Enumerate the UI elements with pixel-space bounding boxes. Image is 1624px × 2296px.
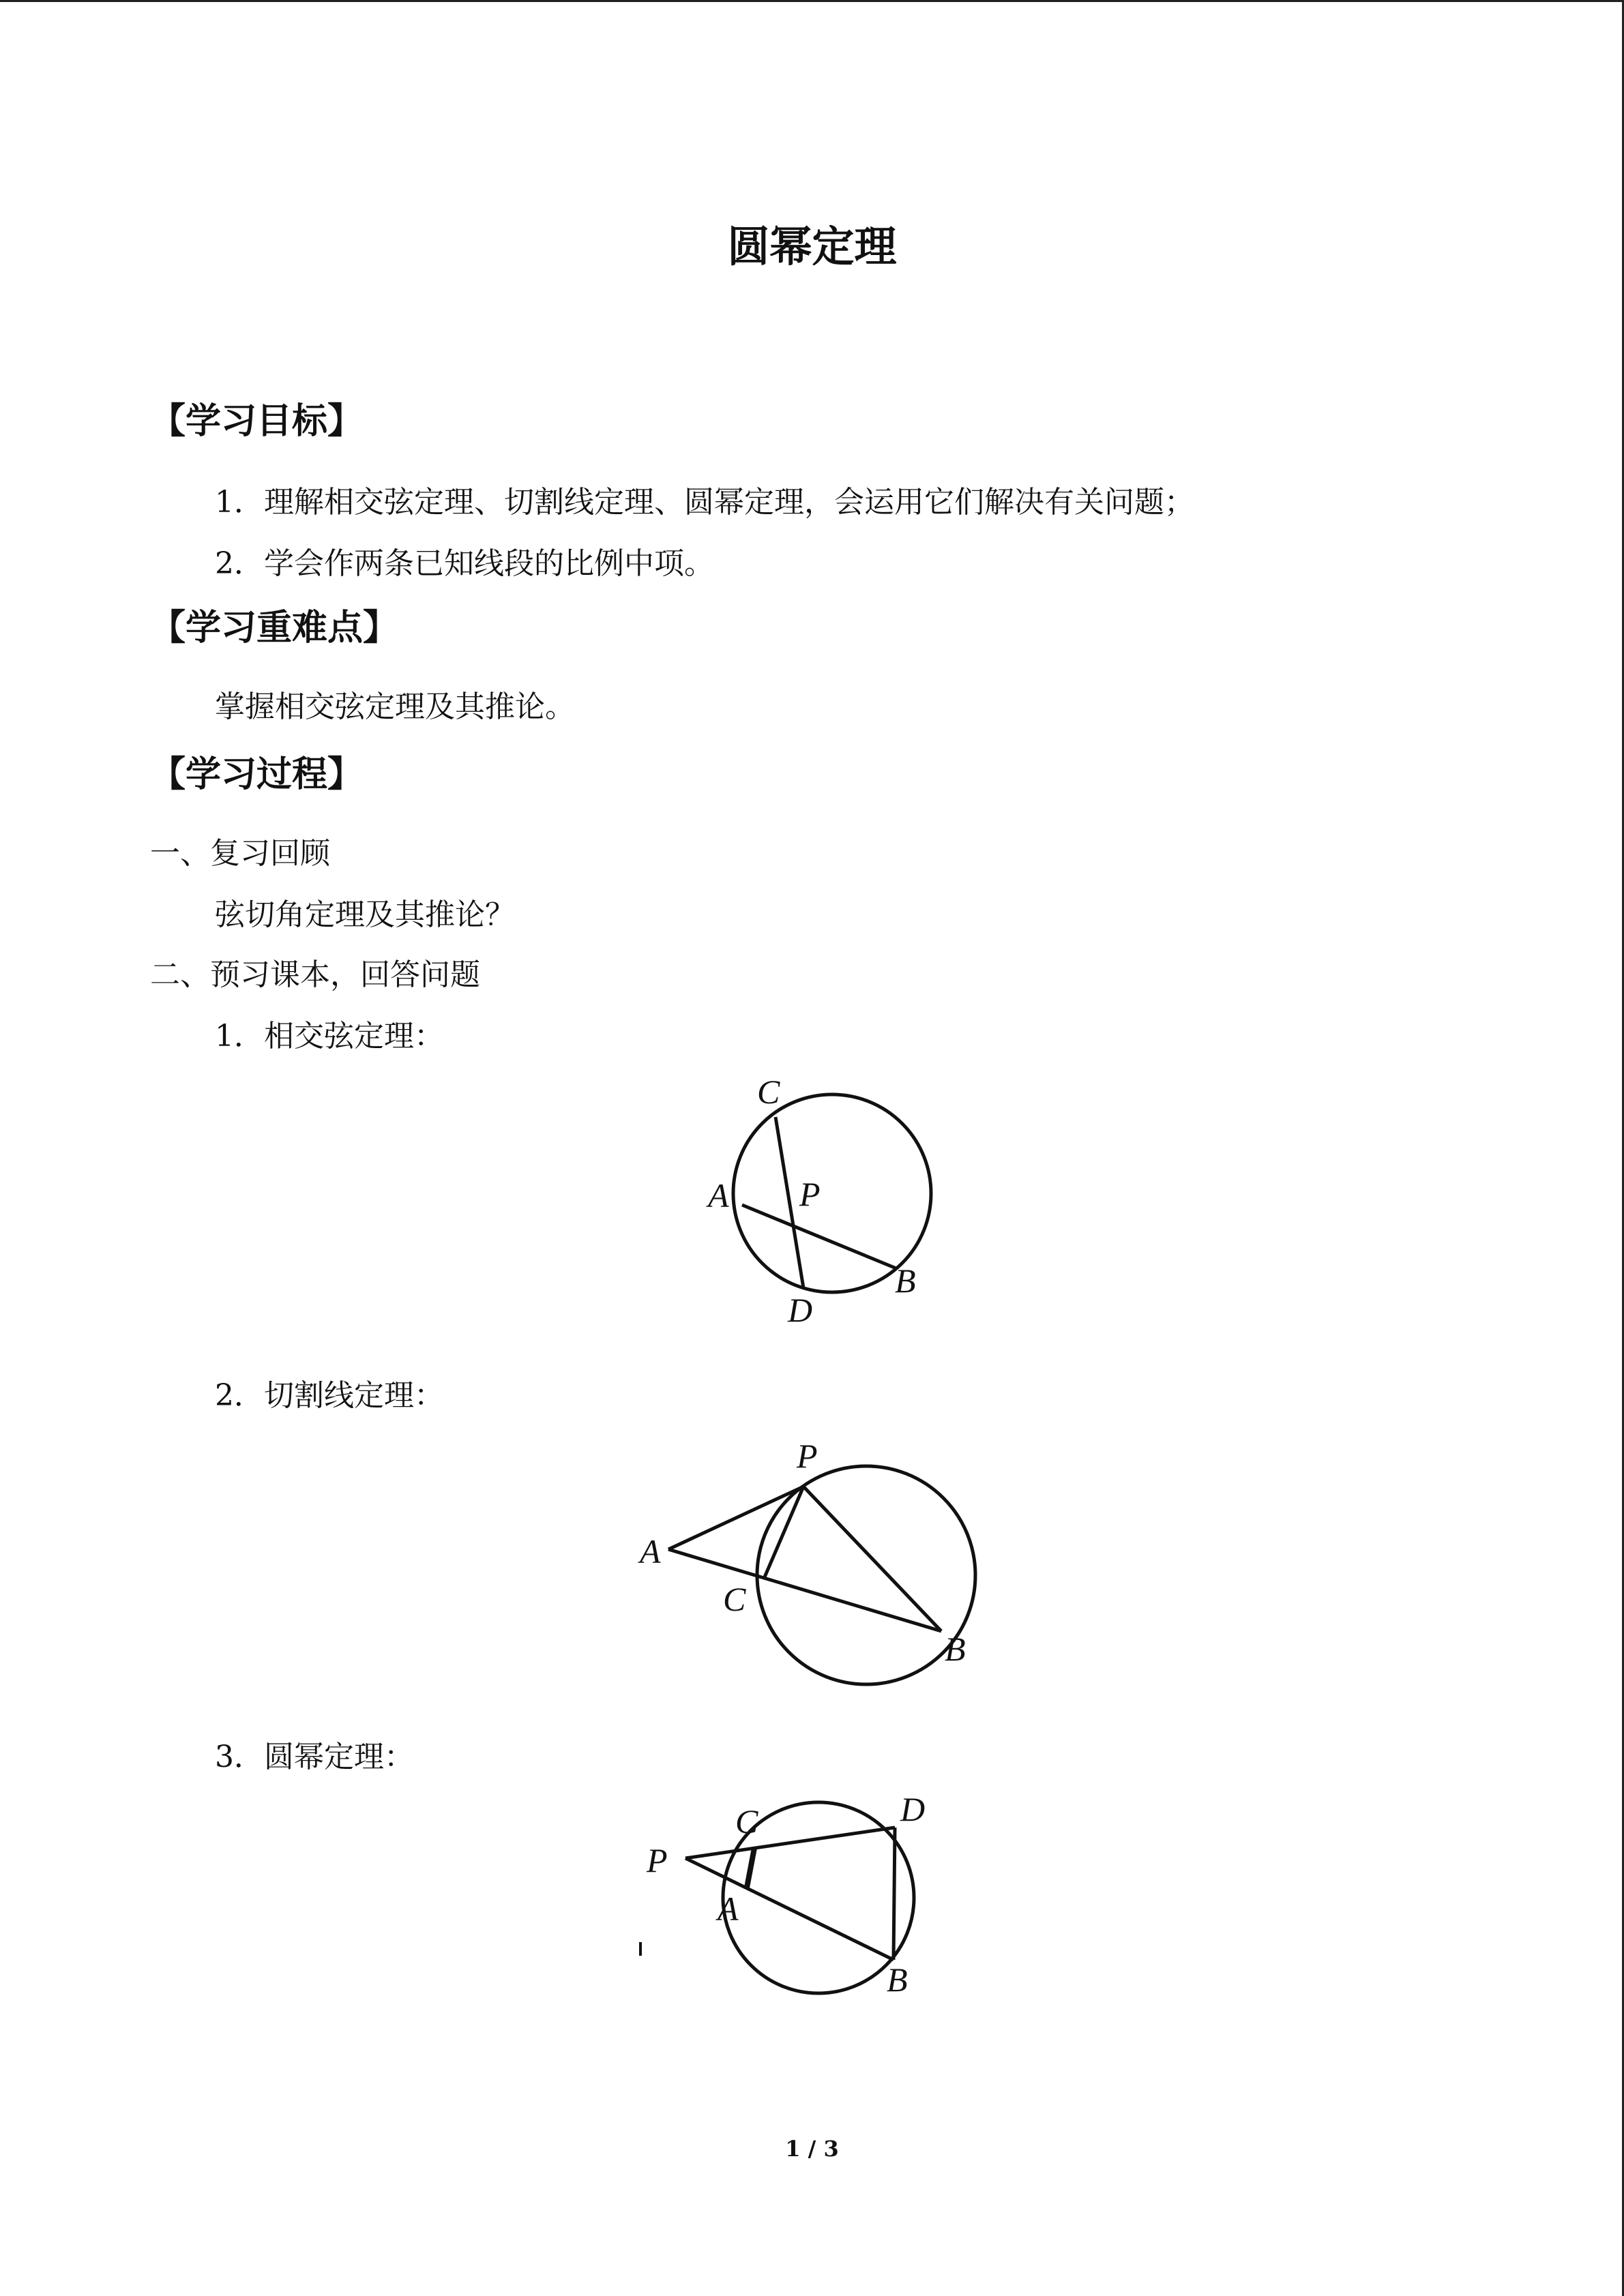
- goal-item-1: 1．理解相交弦定理、切割线定理、圆幂定理，会运用它们解决有关问题；: [215, 485, 1194, 520]
- intersecting-chords-figure: [696, 1071, 982, 1343]
- fig3-secant-pb: [685, 1858, 894, 1960]
- fig3-label-b: B: [887, 1960, 908, 1999]
- fig3-label-c: C: [735, 1802, 758, 1840]
- page-title: 圆幂定理: [727, 222, 897, 271]
- fig2-label-b: B: [945, 1630, 966, 1668]
- page-number: 1 / 3: [785, 2136, 839, 2162]
- intersecting-chords-label: 1．相交弦定理：: [215, 1019, 444, 1054]
- fig2-circle: [757, 1466, 975, 1684]
- fig1-chord-ab: [742, 1205, 896, 1268]
- key-points-text: 掌握相交弦定理及其推论。: [215, 689, 575, 724]
- fig3-label-a: A: [718, 1890, 739, 1928]
- power-of-point-figure: [634, 1787, 989, 2012]
- fig2-label-p: P: [797, 1437, 818, 1475]
- fig1-label-b: B: [895, 1262, 916, 1300]
- fig2-label-c: C: [723, 1580, 746, 1618]
- fig1-label-d: D: [788, 1291, 813, 1329]
- fig2-tangent-ap: [668, 1487, 803, 1549]
- fig3-segment-db: [894, 1828, 895, 1960]
- process-heading: 【学习过程】: [150, 754, 364, 795]
- review-question: 弦切角定理及其推论？: [215, 897, 515, 932]
- fig1-label-c: C: [757, 1073, 780, 1111]
- fig2-label-a: A: [640, 1532, 661, 1570]
- fig1-label-a: A: [708, 1176, 729, 1214]
- fig3-label-p: P: [647, 1841, 668, 1879]
- review-title: 一、复习回顾: [150, 836, 330, 871]
- fig3-label-d: D: [900, 1790, 926, 1828]
- power-of-point-label: 3．圆幂定理：: [215, 1740, 414, 1774]
- fig1-label-p: P: [799, 1175, 821, 1213]
- goals-heading: 【学习目标】: [150, 401, 364, 442]
- fig3-secant-pd: [685, 1828, 895, 1858]
- tangent-secant-label: 2．切割线定理：: [215, 1378, 444, 1413]
- fig3-arc-ca: [747, 1848, 754, 1888]
- goal-item-2: 2．学会作两条已知线段的比例中项。: [215, 546, 714, 581]
- preview-title: 二、预习课本，回答问题: [150, 957, 480, 992]
- key-points-heading: 【学习重难点】: [150, 608, 399, 648]
- tangent-secant-figure: [628, 1432, 1009, 1691]
